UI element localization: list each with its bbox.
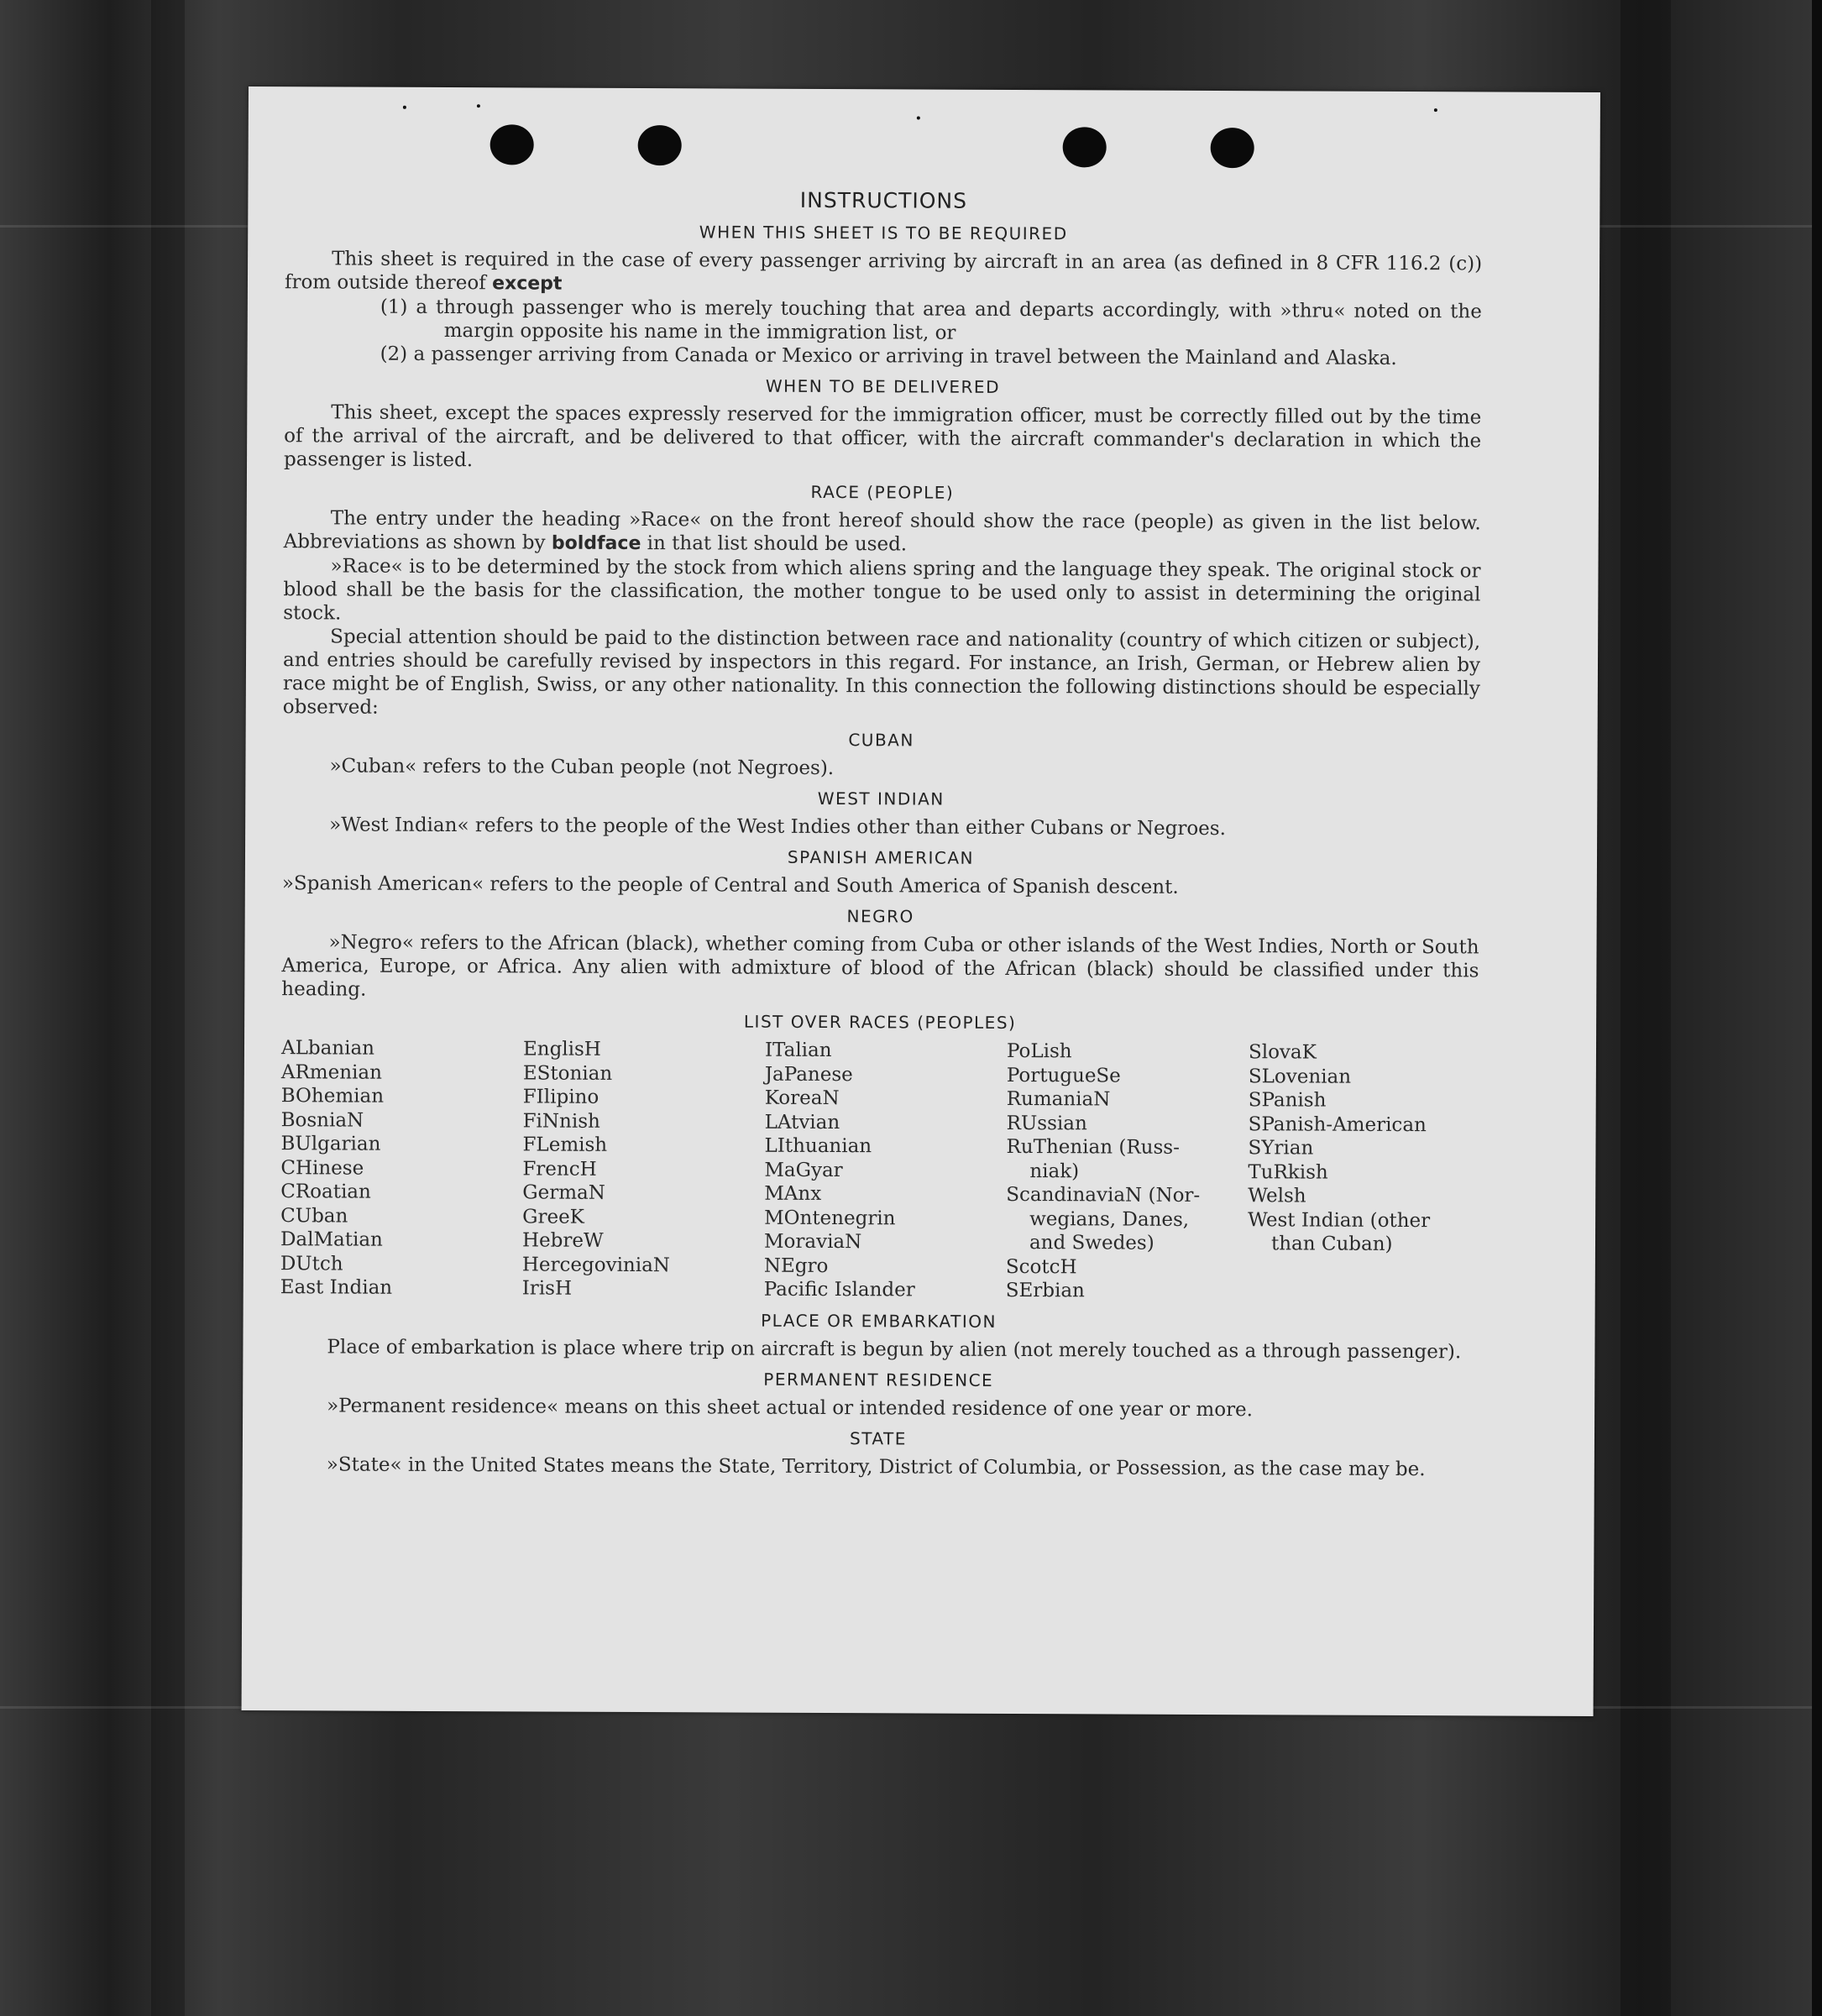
- required-text: This sheet is required in the case of every passenger arriving by aircraft in an area (as defined in 8 CFR 116.2 (c)) from outside thereof except: [284, 248, 1483, 295]
- race-column: [1006, 1039, 1249, 1304]
- race-entry: EnglisH: [522, 1038, 601, 1060]
- west-indian-text: »West Indian« refers to the people of the West Indies other than either Cubans or Negroes.: [329, 814, 1227, 840]
- race-entry: niak): [1029, 1160, 1080, 1182]
- heading-embarkation: PLACE OR EMBARKATION: [761, 1310, 997, 1332]
- punch-hole: [1211, 128, 1254, 168]
- race-list: [280, 1036, 1479, 1305]
- race-entry: DUtch: [280, 1252, 343, 1275]
- document-sheet: [242, 86, 1600, 1716]
- race-entry: EStonian: [522, 1061, 613, 1085]
- heading-spanish-american: SPANISH AMERICAN: [787, 846, 975, 868]
- race-entry: Pacific Islander: [763, 1278, 915, 1301]
- page-title: INSTRUCTIONS: [799, 187, 968, 213]
- race-entry: ScotcH: [1005, 1255, 1077, 1278]
- race-entry: ALbanian: [280, 1037, 375, 1060]
- race-entry: and Swedes): [1029, 1232, 1154, 1254]
- race-column: [764, 1039, 1007, 1303]
- race-text-2: »Race« is to be determined by the stock from which aliens spring and the language they speak. The original stock or blood shall be the basis for the classification, the mother tongue to be used only to assist in determining the original stock.: [283, 555, 1481, 625]
- heading-required: WHEN THIS SHEET IS TO BE REQUIRED: [699, 222, 1068, 244]
- heading-west-indian: WEST INDIAN: [817, 788, 945, 809]
- race-entry: CHinese: [280, 1156, 364, 1180]
- race-entry: TuRkish: [1248, 1160, 1328, 1184]
- race-entry: MaGyar: [764, 1159, 843, 1181]
- required-item-1: (1) a through passenger who is merely touching that area and departs accordingly, with »thru« noted on the margin opposite his name in the immigration list, or: [380, 296, 1482, 344]
- race-entry: MAnx: [764, 1182, 822, 1205]
- race-column: [522, 1037, 765, 1301]
- race-entry: BOhemian: [280, 1085, 385, 1107]
- race-entry: RumaniaN: [1006, 1087, 1111, 1111]
- race-entry: Welsh: [1248, 1185, 1306, 1207]
- race-entry: RuThenian (Russ-: [1006, 1135, 1180, 1159]
- race-column: [280, 1036, 523, 1301]
- heading-residence: PERMANENT RESIDENCE: [763, 1369, 994, 1390]
- heading-cuban: CUBAN: [848, 730, 914, 751]
- race-entry: MoraviaN: [763, 1230, 862, 1254]
- state-text: »State« in the United States means the State, Territory, District of Columbia, or Possession, as the case may be.: [326, 1453, 1426, 1480]
- race-entry: DalMatian: [280, 1228, 383, 1251]
- race-entry: than Cuban): [1270, 1233, 1393, 1255]
- heading-negro: NEGRO: [846, 906, 914, 927]
- heading-delivered: WHEN TO BE DELIVERED: [765, 375, 1001, 397]
- race-entry: PortugueSe: [1006, 1064, 1121, 1087]
- spanish-american-text: »Spanish American« refers to the people of Central and South America of Spanish descent.: [281, 872, 1179, 898]
- race-entry: BosniaN: [280, 1108, 364, 1132]
- embarkation-text: Place of embarkation is place where trip on aircraft is begun by alien (not merely touched as a through passenger).: [327, 1335, 1462, 1363]
- race-entry: MOntenegrin: [764, 1207, 896, 1229]
- residence-text: »Permanent residence« means on this sheet actual or intended residence of one year or more.: [327, 1394, 1254, 1421]
- required-item-2: (2) a passenger arriving from Canada or Mexico or arriving in travel between the Mainland and Alaska.: [380, 343, 1397, 369]
- punch-hole: [1063, 127, 1107, 167]
- race-entry: ARmenian: [280, 1060, 382, 1084]
- race-entry: SlovaK: [1248, 1041, 1317, 1064]
- race-text-1: The entry under the heading »Race« on the front hereof should show the race (people) as given in the list below. Abbreviations as shown by boldface in that list should be used.: [283, 507, 1481, 556]
- instructions-content: [280, 186, 1483, 1481]
- race-entry: FIlipino: [522, 1086, 599, 1108]
- heading-state: STATE: [850, 1427, 907, 1448]
- race-text-3: Special attention should be paid to the distinction between race and nationality (country of which citizen or subject), and entries should be carefully revised by inspectors in this regard. For instance, an Irish, German, or Hebrew alien by race might be of English, Swiss, or any other nationality. In this connection the following distinctions should be especially observed:: [282, 626, 1481, 719]
- race-entry: wegians, Danes,: [1029, 1207, 1190, 1231]
- punch-hole: [638, 125, 682, 165]
- race-entry: SYrian: [1248, 1137, 1314, 1160]
- race-entry: ScandinaviaN (Nor-: [1006, 1183, 1201, 1207]
- race-entry: GreeK: [522, 1205, 584, 1228]
- race-entry: NEgro: [763, 1254, 829, 1277]
- race-entry: LIthuanian: [764, 1134, 872, 1158]
- punch-hole: [490, 124, 534, 165]
- race-entry: FiNnish: [522, 1109, 600, 1133]
- delivered-text: This sheet, except the spaces expressly reserved for the immigration officer, must be correctly filled out by the time of the arrival of the aircraft, and be delivered to that officer, with the aircraft commander's declaration in which the passenger is listed.: [284, 401, 1482, 472]
- race-entry: IrisH: [521, 1277, 573, 1300]
- race-entry: ITalian: [764, 1039, 832, 1062]
- race-entry: RUssian: [1006, 1112, 1087, 1134]
- race-entry: East Indian: [280, 1276, 393, 1299]
- race-entry: HebreW: [521, 1229, 604, 1252]
- race-entry: SPanish: [1248, 1089, 1327, 1112]
- race-entry: CRoatian: [280, 1181, 371, 1203]
- race-entry: BUlgarian: [280, 1133, 381, 1155]
- race-entry: KoreaN: [764, 1087, 840, 1110]
- race-entry: JaPanese: [764, 1063, 853, 1086]
- heading-race: RACE (PEOPLE): [810, 481, 955, 503]
- negro-text: »Negro« refers to the African (black), whether coming from Cuba or other islands of the West Indies, North or South America, Europe, or Africa. Any alien with admixture of blood of the African (black) should be classified under this heading.: [281, 931, 1479, 1001]
- race-entry: CUban: [280, 1204, 348, 1228]
- race-entry: SLovenian: [1248, 1065, 1352, 1088]
- cuban-text: »Cuban« refers to the Cuban people (not Negroes).: [329, 755, 835, 780]
- race-entry: GermaN: [522, 1181, 605, 1204]
- race-entry: PoLish: [1006, 1039, 1072, 1063]
- race-entry: LAtvian: [764, 1111, 840, 1134]
- heading-race-list: LIST OVER RACES (PEOPLES): [743, 1011, 1017, 1034]
- race-entry: West Indian (other: [1248, 1208, 1431, 1232]
- race-entry: FrencH: [522, 1157, 597, 1181]
- race-entry: SPanish-American: [1248, 1113, 1427, 1136]
- race-column: [1248, 1040, 1490, 1305]
- race-entry: SErbian: [1005, 1279, 1085, 1302]
- race-entry: HercegoviniaN: [521, 1253, 671, 1276]
- race-entry: FLemish: [522, 1134, 608, 1156]
